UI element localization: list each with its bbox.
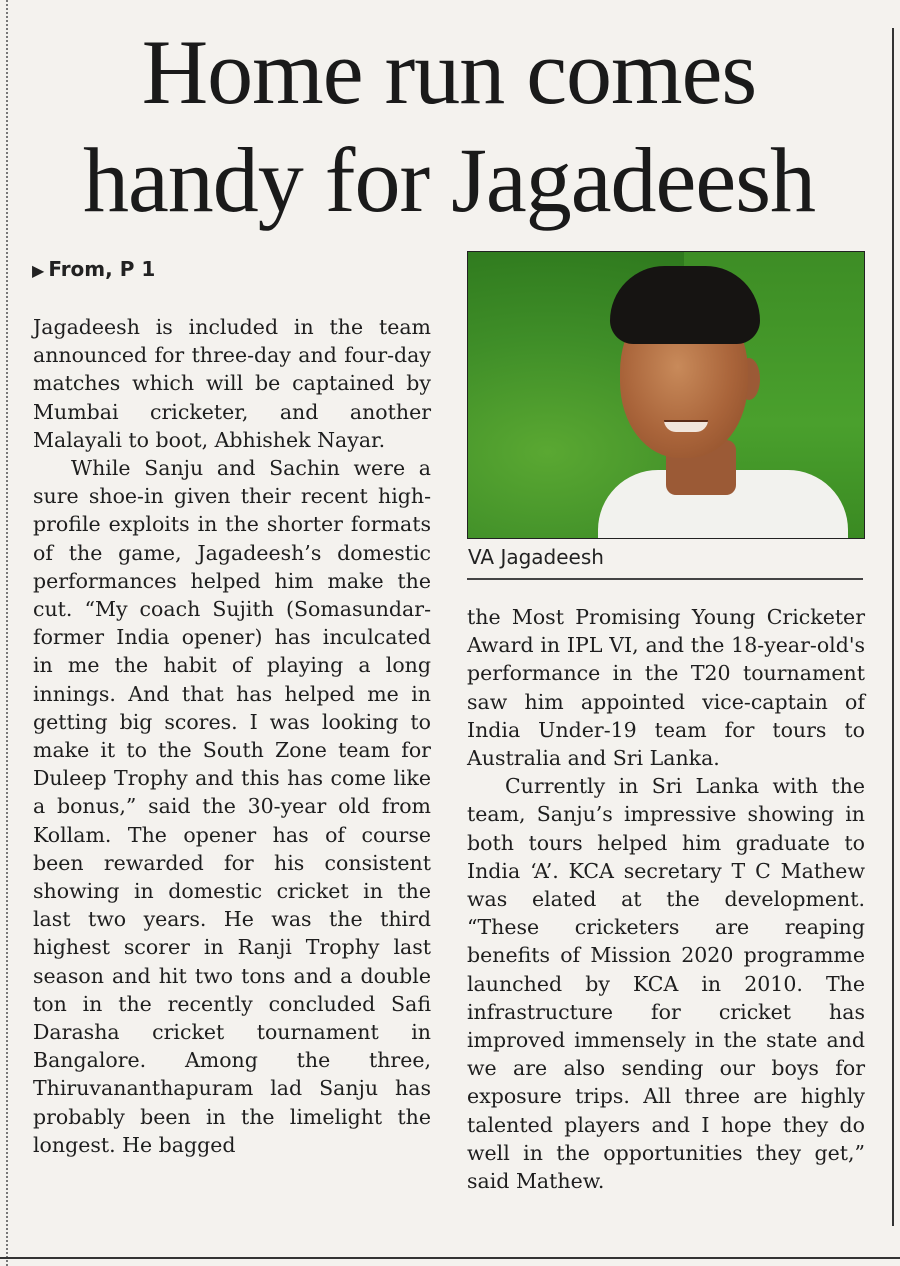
left-column xyxy=(33,313,431,1159)
play-arrow-icon: ▶ xyxy=(32,261,45,280)
page-edge-dotted-border xyxy=(6,0,8,1266)
player-photo xyxy=(467,251,865,539)
photo-caption: VA Jagadeesh xyxy=(468,545,604,569)
bottom-divider xyxy=(0,1257,900,1259)
right-column xyxy=(467,603,865,1195)
headline xyxy=(24,18,874,234)
column-rule xyxy=(892,28,894,1226)
headline-line-2: handy for Jagadeesh xyxy=(82,129,816,231)
paragraph: Jagadeesh is included in the team announced for three-day and four-day matches which will be captained by Mumbai cricketer, and another Malayali to boot, Abhishek Nayar. xyxy=(33,315,431,452)
caption-divider xyxy=(467,578,863,580)
headline-line-1: Home run comes xyxy=(141,21,757,123)
continued-from-text: From, P 1 xyxy=(48,257,156,281)
paragraph: While Sanju and Sachin were a sure shoe-in given their recent high-profile exploits in the shorter formats of the game, Jagadeesh’s domestic performances helped him make the cut. “My coach Sujith (Somasundar- former India opener) has inculcated in me the habit of playing a long innings. And that has helped me in getting big scores. I was looking to make it to the South Zone team for Duleep Trophy and this has come like a bonus,” said the 30-year old from Kollam. The opener has of course been rewarded for his consistent showing in domestic cricket in the last two years. He was the third highest scorer in Ranji Trophy last season and hit two tons and a double ton in the recently concluded Safi Darasha cricket tournament in Bangalore. Among the three, Thiruvananthapuram lad Sanju has probably been in the limelight the longest. He bagged xyxy=(33,456,431,1157)
paragraph: the Most Promising Young Cricketer Award in IPL VI, and the 18-year-old's performance in the T20 tournament saw him appointed vice-captain of India Under-19 team for tours to Australia and Sri Lanka. xyxy=(467,605,865,771)
paragraph: Currently in Sri Lanka with the team, Sanju’s impressive showing in both tours helped him graduate to India ‘A’. KCA secretary T C Mathew was elated at the development. “These cricketers are reaping benefits of Mission 2020 programme launched by KCA in 2010. The infrastructure for cricket has improved immensely in the state and we are also sending our boys for exposure trips. All three are highly talented players and I hope they do well in the opportunities they get,” said Mathew. xyxy=(467,774,865,1194)
continued-from-label xyxy=(32,257,155,281)
